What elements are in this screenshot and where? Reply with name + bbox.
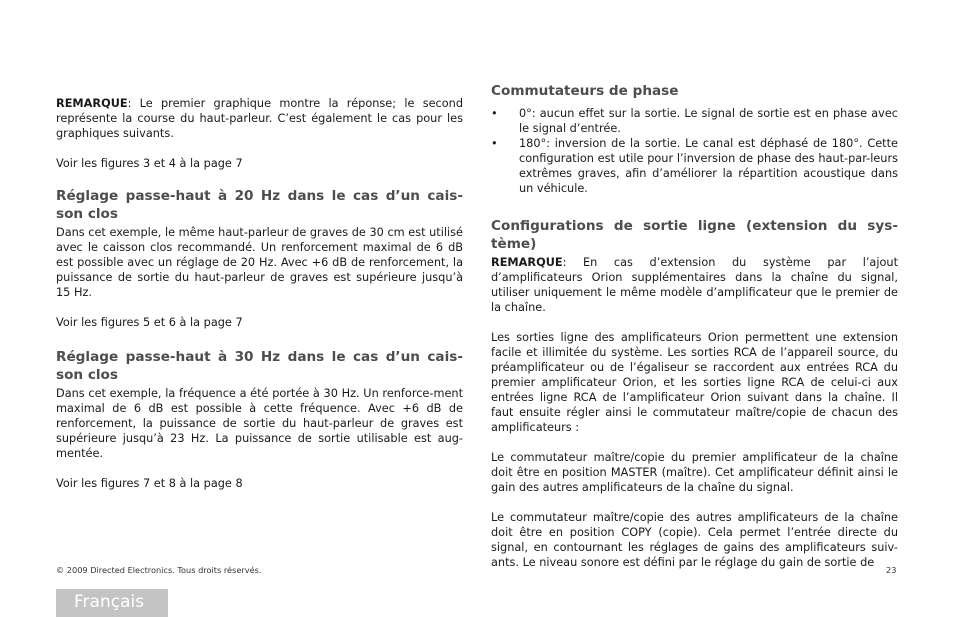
heading-phase-switches: Commutateurs de phase	[491, 83, 679, 99]
paragraph-master-switch: Le commutateur maître/copie du premier amplificateur de la chaîne doit être en position MASTER (maître). Cet amplificateur définit ainsi le gain des autres amplificateurs de la chaîne du signal.	[491, 451, 898, 494]
note-paragraph	[56, 96, 463, 141]
list-item: • 0°: aucun effet sur la sortie. Le signal de sortie est en phase avec le signal d’entrée.	[491, 107, 898, 135]
heading-line-output: Configurations de sortie ligne (extension du sys-tème)	[491, 218, 898, 252]
paragraph-highpass-20hz: Dans cet exemple, le même haut-parleur de graves de 30 cm est utilisé avec le caisson clos recommandé. Un renforcement maximal de 6 dB est possible avec un réglage de 20 Hz. Avec +6 dB de renforcement, la puissance de sortie du haut-parleur de graves est supérieure jusqu’à 15 Hz.	[56, 226, 463, 299]
list-item: • 180°: inversion de la sortie. Le canal est déphasé de 180°. Cette configuration est utile pour l’inversion de phase des haut-par-leurs extrêmes graves, afin d’améliorer la répartition acoustique dans un véhicule.	[491, 137, 898, 195]
copyright-notice: © 2009 Directed Electronics. Tous droits réservés.	[56, 565, 262, 575]
heading-highpass-20hz: Réglage passe-haut à 20 Hz dans le cas d’un cais-son clos	[56, 188, 463, 222]
figure-reference-3: Voir les figures 7 et 8 à la page 8	[56, 477, 243, 490]
figure-reference-1: Voir les figures 3 et 4 à la page 7	[56, 157, 243, 170]
bullet-icon: •	[491, 137, 498, 150]
paragraph-highpass-30hz: Dans cet exemple, la fréquence a été portée à 30 Hz. Un renforce-ment maximal de 6 dB est possible à cette fréquence. Avec +6 dB de renforcement, la puissance de sortie du haut-parleur de graves est supérieure jusqu’à 23 Hz. La puissance de sortie utilisable est aug-mentée.	[56, 387, 463, 460]
language-tab: Français	[56, 589, 168, 617]
right-column	[491, 82, 898, 570]
paragraph-copy-switch: Le commutateur maître/copie des autres amplificateurs de la chaîne doit être en position COPY (copie). Cela permet l’entrée directe du signal, en contournant les réglages de gains des amplificateurs suiv-ants. Le niveau sonore est défini par le réglage du gain de sortie de	[491, 511, 898, 569]
note-label: REMARQUE	[56, 97, 128, 110]
page-number: 23	[886, 565, 897, 575]
note-text: : En cas d’extension du système par l’ajout d’amplificateurs Orion supplémentaires dans la chaîne du signal, utiliser uniquement le même modèle d’amplificateur que le premier de la chaîne.	[491, 256, 898, 314]
heading-highpass-30hz: Réglage passe-haut à 30 Hz dans le cas d’un cais-son clos	[56, 349, 463, 383]
phase-bullet-list	[491, 106, 898, 196]
note-label: REMARQUE	[491, 256, 563, 269]
paragraph-line-outputs: Les sorties ligne des amplificateurs Orion permettent une extension facile et illimitée du système. Les sorties RCA de l’appareil source, du préamplificateur ou de l’égaliseur se raccordent aux entrées RCA du premier amplificateur Orion, et les sorties ligne RCA de celui-ci aux entrées ligne RCA de l’amplificateur Orion suivant dans la chaîne. Il faut ensuite régler ainsi le commutateur maître/copie de chacun des amplificateurs :	[491, 331, 898, 434]
figure-reference-2: Voir les figures 5 et 6 à la page 7	[56, 316, 243, 329]
bullet-icon: •	[491, 107, 498, 120]
left-column	[56, 82, 463, 491]
note-text: : Le premier graphique montre la réponse; le second représente la course du haut-parleur. C’est également le cas pour les graphiques suivants.	[56, 97, 463, 140]
note-paragraph-right	[491, 255, 898, 315]
